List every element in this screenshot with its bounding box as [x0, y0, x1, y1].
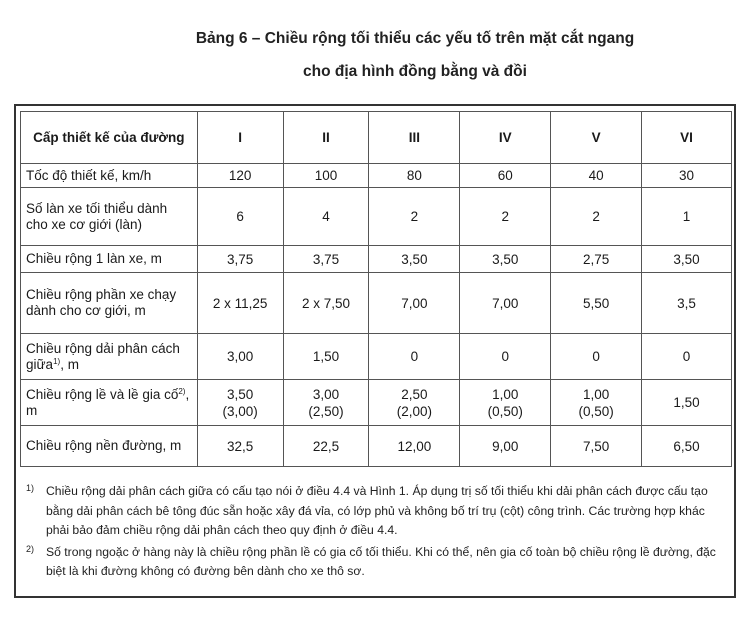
- cell-value: 2 x 7,50: [283, 273, 369, 334]
- cell-value: 3,75: [197, 246, 283, 273]
- row-label-text: Chiều rộng dải phân cách giữa: [26, 340, 180, 372]
- cell-value: 40: [551, 164, 642, 188]
- cell-value: 6: [197, 188, 283, 246]
- cell-value: 3,50: [642, 246, 732, 273]
- table-row: [21, 273, 732, 334]
- table-subtitle: cho địa hình đồng bằng và đồi: [303, 63, 527, 80]
- row-label: Chiều rộng nền đường, m: [21, 426, 198, 467]
- cell-value: 3,75: [283, 246, 369, 273]
- cell-value: 9,00: [460, 426, 551, 467]
- footnote-mark: 1): [26, 483, 35, 493]
- cell-value: 2: [460, 188, 551, 246]
- footnote: [26, 482, 726, 541]
- footnotes: [26, 482, 726, 582]
- cell-sub: (0,50): [487, 403, 523, 419]
- width-table: [20, 111, 732, 467]
- footnote-ref: 1): [53, 356, 61, 366]
- cell-value: 2: [369, 188, 460, 246]
- cell-value: 2: [551, 188, 642, 246]
- table-title: Bảng 6 – Chiều rộng tối thiểu các yếu tố trên mặt cắt ngang: [195, 30, 635, 47]
- cell-main: 3,50: [226, 386, 254, 402]
- cell-value: 6,50: [642, 426, 732, 467]
- row-label-text: Chiều rộng lề và lề gia cố: [26, 386, 179, 402]
- cell-value: 4: [283, 188, 369, 246]
- cell-value: 3,50: [369, 246, 460, 273]
- table-row: [21, 164, 732, 188]
- row-label: [21, 334, 198, 380]
- cell-value: 60: [460, 164, 551, 188]
- table-row: [21, 334, 732, 380]
- table-row: [21, 246, 732, 273]
- cell-value: [197, 380, 283, 426]
- footnote-text: Chiều rộng dải phân cách giữa có cấu tạo nói ở điều 4.4 và Hình 1. Áp dụng trị số tối thiểu khi dải phân cách được cấu tạo bằng dải phân cách bê tông đúc sẵn hoặc xây đá vỉa, có lớp phủ và không bố trí trụ (cột) công trình. Các trường hợp khác phải bảo đảm chiều rộng dải phân cách theo quy định ở điều 4.4.: [46, 484, 708, 537]
- cell-value: 3,00: [197, 334, 283, 380]
- table-row: [21, 188, 732, 246]
- cell-value: 3,50: [460, 246, 551, 273]
- cell-value: 80: [369, 164, 460, 188]
- column-header: V: [551, 112, 642, 164]
- table-row: [21, 426, 732, 467]
- row-label: Chiều rộng phần xe chạy dành cho cơ giới, m: [21, 273, 198, 334]
- cell-value: 2 x 11,25: [197, 273, 283, 334]
- cell-value: 0: [369, 334, 460, 380]
- cell-sub: (3,00): [222, 403, 258, 419]
- cell-main: 2,50: [401, 386, 428, 402]
- column-header: I: [197, 112, 283, 164]
- table-row: [21, 380, 732, 426]
- cell-value: 12,00: [369, 426, 460, 467]
- column-header: IV: [460, 112, 551, 164]
- cell-value: 120: [197, 164, 283, 188]
- header-label: Cấp thiết kế của đường: [21, 112, 198, 164]
- cell-value: 1,50: [642, 380, 732, 426]
- cell-value: 7,00: [460, 273, 551, 334]
- column-header: VI: [642, 112, 732, 164]
- cell-sub: (0,50): [578, 403, 614, 419]
- footnote-mark: 2): [26, 543, 35, 554]
- row-label: Chiều rộng 1 làn xe, m: [21, 246, 198, 273]
- cell-value: 3,5: [642, 273, 732, 334]
- cell-value: 0: [642, 334, 732, 380]
- footnote-ref: 2): [178, 386, 186, 396]
- cell-main: 1,00: [492, 386, 519, 402]
- footnote: [26, 543, 726, 582]
- cell-value: 100: [283, 164, 369, 188]
- row-label: [21, 380, 198, 426]
- cell-value: 1: [642, 188, 732, 246]
- cell-main: 3,00: [312, 386, 340, 402]
- cell-value: [283, 380, 369, 426]
- row-label-unit: , m: [60, 356, 79, 372]
- cell-value: 30: [642, 164, 732, 188]
- cell-sub: (2,50): [308, 403, 344, 419]
- column-header: III: [369, 112, 460, 164]
- cell-value: 1,50: [283, 334, 369, 380]
- cell-value: 22,5: [283, 426, 369, 467]
- cell-sub: (2,00): [396, 403, 433, 419]
- row-label-unit: , m: [26, 386, 190, 418]
- cell-value: 0: [551, 334, 642, 380]
- cell-value: 0: [460, 334, 551, 380]
- column-header: II: [283, 112, 369, 164]
- header-row: [21, 112, 732, 164]
- cell-value: 2,75: [551, 246, 642, 273]
- cell-value: [460, 380, 551, 426]
- footnote-text: Số trong ngoặc ở hàng này là chiều rộng phần lề có gia cố tối thiểu. Khi có thể, nên gia cố toàn bộ chiều rộng lề đường, đặc biệt là khi đường không có đường bên dành cho xe thô sơ.: [46, 544, 716, 578]
- cell-main: 1,00: [583, 386, 610, 402]
- row-label: Tốc độ thiết kế, km/h: [21, 164, 198, 188]
- cell-value: [551, 380, 642, 426]
- cell-value: 7,50: [551, 426, 642, 467]
- row-label: Số làn xe tối thiểu dành cho xe cơ giới (làn): [21, 188, 198, 246]
- cell-value: 5,50: [551, 273, 642, 334]
- cell-value: 32,5: [197, 426, 283, 467]
- cell-value: [369, 380, 460, 426]
- cell-value: 7,00: [369, 273, 460, 334]
